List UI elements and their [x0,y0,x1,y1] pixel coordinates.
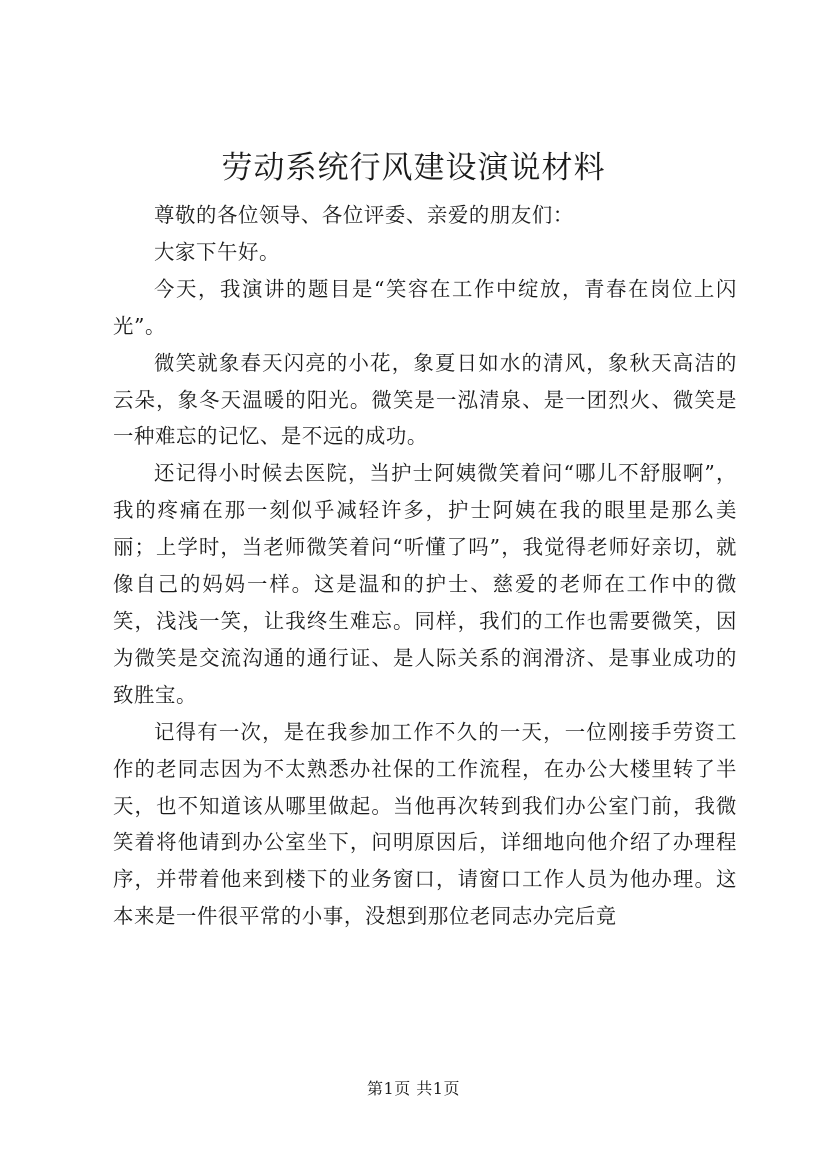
paragraph-greeting: 大家下午好。 [154,239,280,264]
document-body [113,197,737,935]
paragraph-smile: 微笑就象春天闪亮的小花，象夏日如水的清风，象秋天高洁的云朵，象冬天温暖的阳光。微笑是一泓清泉、是一团烈火、微笑是一种难忘的记忆、是不远的成功。 [113,350,737,449]
document-title: 劳动系统行风建设演说材料 [221,150,606,186]
paragraph-topic: 今天，我演讲的题目是“笑容在工作中绽放，青春在岗位上闪光”。 [113,276,737,338]
paragraph-salutation: 尊敬的各位领导、各位评委、亲爱的朋友们： [154,203,574,227]
paragraph-story: 记得有一次，是在我参加工作不久的一天，一位刚接手劳资工作的老同志因为不太熟悉办社保的工作流程，在办公大楼里转了半天，也不知道该从哪里做起。当他再次转到我们办公室门前，我微笑着将他请到办公室坐下，问明原因后，详细地向他介绍了办理程序，并带着他来到楼下的业务窗口，请窗口工作人员为他办理。这本来是一件很平常的小事，没想到那位老同志办完后竟 [113,719,737,929]
paragraph-childhood: 还记得小时候去医院，当护士阿姨微笑着问“哪儿不舒服啊”，我的疼痛在那一刻似乎减轻许多，护士阿姨在我的眼里是那么美丽；上学时，当老师微笑着问“听懂了吗”，我觉得老师好亲切，就像自己的妈妈一样。这是温和的护士、慈爱的老师在工作中的微笑，浅浅一笑，让我终生难忘。同样，我们的工作也需要微笑，因为微笑是交流沟通的通行证、是人际关系的润滑济、是事业成功的致胜宝。 [113,461,737,707]
page-footer: 第1页 共1页 [367,1079,460,1098]
